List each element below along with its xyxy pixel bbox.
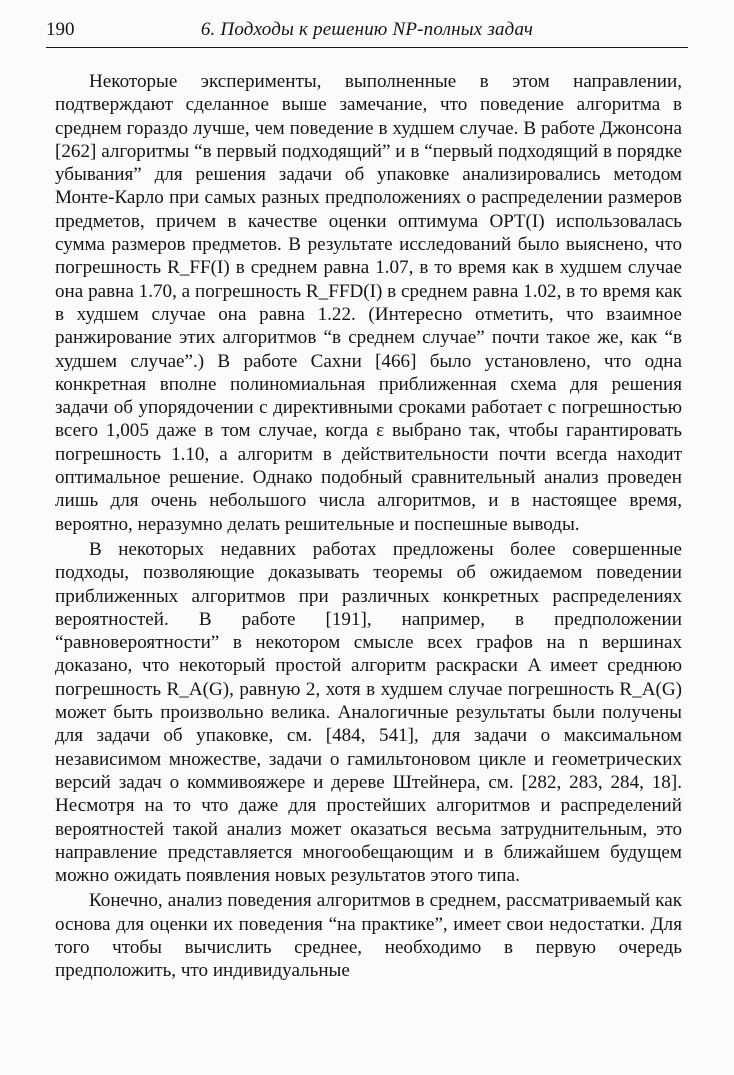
paragraph-2: В некоторых недавних работах предложены более совершенные подходы, позволяющие доказывать теоремы об ожидаемом поведении приближенных алгоритмов при различных конкретных распределениях вероятностей. В работе [191], например, в предположении “равновероятности” в некотором смысле всех графов на n вершинах доказано, что некоторый простой алгоритм раскраски A имеет среднюю погрешность R_A(G), равную 2, хотя в худшем случае погрешность R_A(G) может быть произвольно велика. Аналогичные результаты были получены для задачи об упаковке, см. [484, 541], для задачи о максимальном независимом множестве, задачи о гамильтоновом цикле и геометрических версий задач о коммивояжере и дереве Штейнера, см. [282, 283, 284, 18]. Несмотря на то что даже для простейших алгоритмов и распределений вероятностей такой анализ может оказаться весьма затруднительным, это направление представляется многообещающим и в ближайшем будущем можно ожидать появления новых результатов этого типа. bbox=[55, 538, 682, 887]
paragraph-3: Конечно, анализ поведения алгоритмов в среднем, рассматриваемый как основа для оценки их поведения “на практике”, имеет свои недостатки. Для того чтобы вычислить среднее, необходимо в первую очередь предположить, что индивидуальные bbox=[55, 890, 682, 982]
page-header bbox=[46, 17, 688, 48]
body-text bbox=[55, 70, 682, 983]
page-number: 190 bbox=[46, 19, 75, 40]
paragraph-1: Некоторые эксперименты, выполненные в этом направлении, подтверждают сделанное выше замечание, что поведение алгоритма в среднем гораздо лучше, чем поведение в худшем случае. В работе Джонсона [262] алгоритмы “в первый подходящий” и в “первый подходящий в порядке убывания” для решения задачи об упаковке анализировались методом Монте-Карло при самых разных предположениях о распределении размеров предметов, причем в качестве оценки оптимума OPT(I) использовалась сумма размеров предметов. В результате исследований было выяснено, что погрешность R_FF(I) в среднем равна 1.07, в то время как в худшем случае она равна 1.70, а погрешность R_FFD(I) в среднем равна 1.02, в то время как в худшем случае она равна 1.22. (Интересно отметить, что взаимное ранжирование этих алгоритмов “в среднем случае” почти такое же, как “в худшем случае”.) В работе Сахни [466] было установлено, что одна конкретная вполне полиномиальная приближенная схема для решения задачи об упорядочении с директивными сроками работает с погрешностью всего 1,005 даже в том случае, когда ε выбрано так, чтобы гарантировать погрешность 1.10, а алгоритм в действительности почти всегда находит оптимальное решение. Однако подобный сравнительный анализ проведен лишь для очень небольшого числа алгоритмов, и в настоящее время, вероятно, неразумно делать решительные и поспешные выводы. bbox=[55, 71, 682, 535]
running-title: 6. Подходы к решению NP-полных задач bbox=[200, 19, 534, 40]
